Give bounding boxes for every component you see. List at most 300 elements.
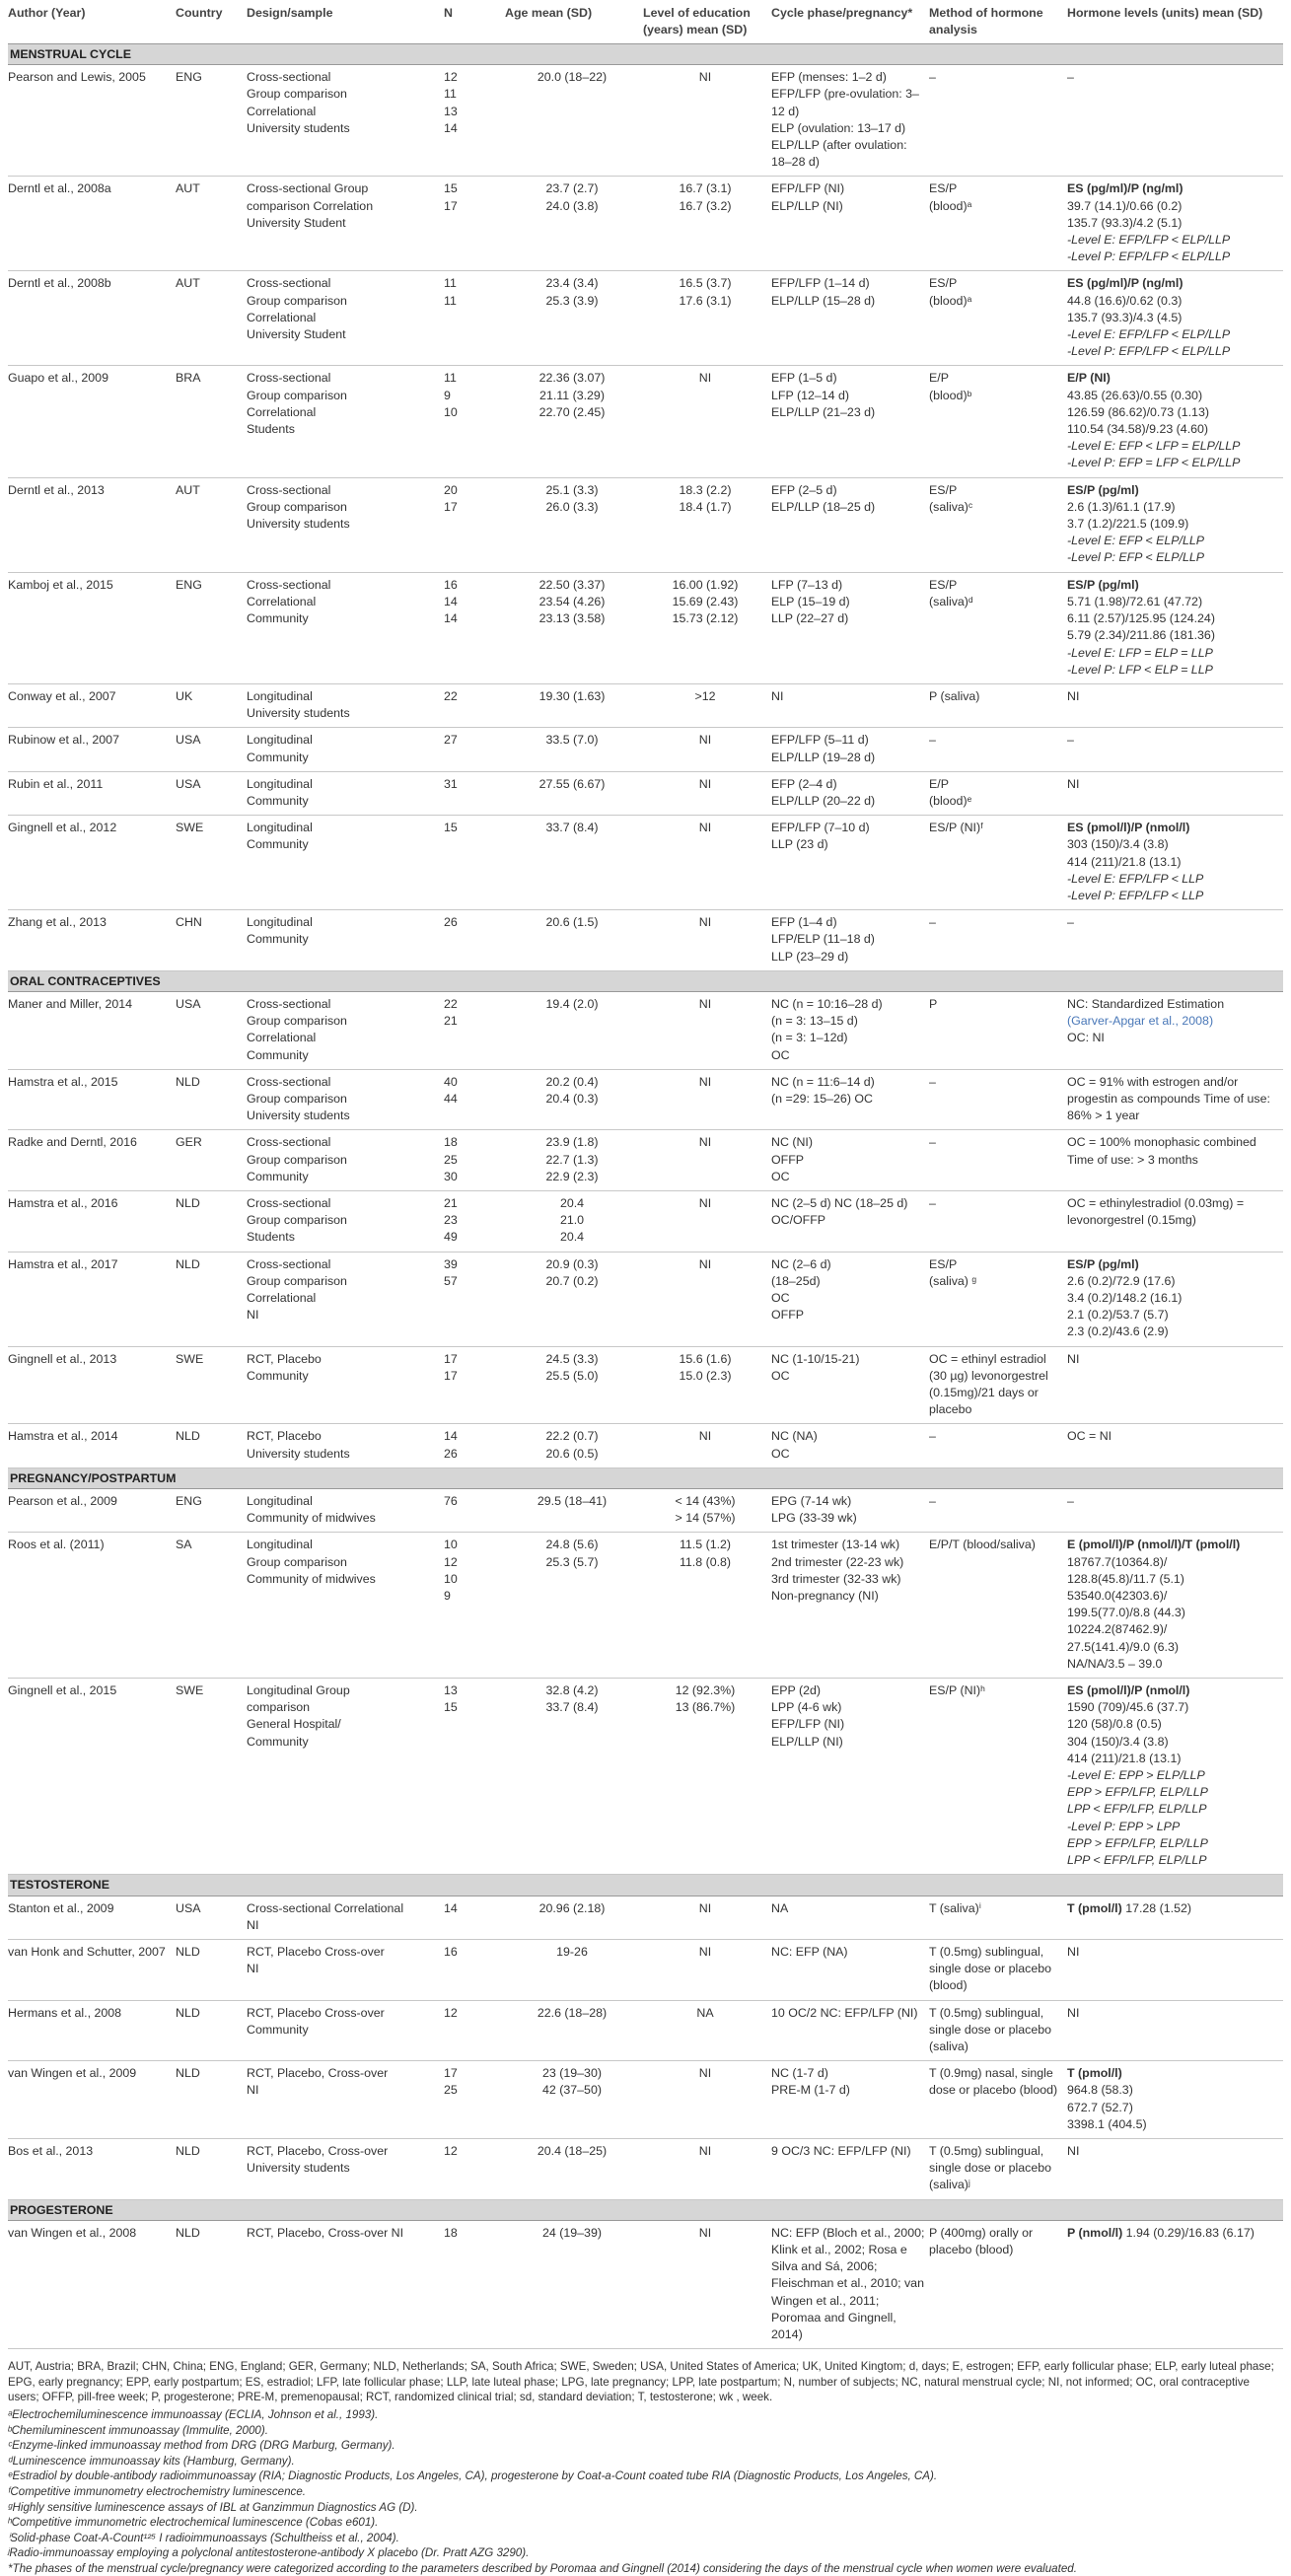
phase-cell-line: NI — [771, 688, 784, 703]
levels-line: -Level E: EPP > ELP/LLP — [1067, 1768, 1205, 1783]
education-cell — [643, 1896, 771, 1939]
country-cell: SA — [176, 1533, 247, 1679]
age-cell — [505, 2061, 643, 2139]
phase-cell-line: OC — [771, 1446, 790, 1461]
levels-cell — [1067, 271, 1283, 366]
method-cell — [929, 771, 1067, 815]
n-cell-line: 14 — [444, 1429, 458, 1444]
n-cell-line: 30 — [444, 1169, 458, 1183]
age-cell-line: 22.9 (2.3) — [545, 1169, 599, 1183]
author-cell: Rubinow et al., 2007 — [8, 728, 176, 771]
education-cell-line: 11.5 (1.2) — [679, 1538, 732, 1552]
age-cell — [505, 366, 643, 477]
levels-line: 135.7 (93.3)/4.3 (4.5) — [1067, 310, 1183, 324]
section-title: PREGNANCY/POSTPARTUM — [8, 1467, 1283, 1488]
design-cell-line: RCT, Placebo — [247, 1429, 322, 1444]
phase-cell — [771, 1069, 929, 1130]
phase-cell-line: 2nd trimester (22-23 wk) — [771, 1554, 904, 1569]
phase-cell-line: (n = 3: 1–12d) — [771, 1031, 848, 1045]
author-cell: van Wingen et al., 2008 — [8, 2220, 176, 2348]
design-cell-line: Cross-sectional — [247, 70, 331, 85]
country-cell: NLD — [176, 2061, 247, 2139]
levels-cell — [1067, 1346, 1283, 1424]
levels-line: 2.6 (0.2)/72.9 (17.6) — [1067, 1273, 1176, 1288]
method-cell — [929, 1939, 1067, 2000]
col-country: Country — [176, 0, 247, 44]
age-cell-line: 21.0 — [559, 1213, 585, 1228]
age-cell-line: 24 (19–39) — [542, 2225, 602, 2240]
method-cell — [929, 2220, 1067, 2348]
country-cell: NLD — [176, 1424, 247, 1467]
design-cell — [247, 1424, 444, 1467]
education-cell-line: 15.73 (2.12) — [672, 611, 739, 626]
age-cell — [505, 991, 643, 1069]
table-row — [8, 1130, 1283, 1191]
table-row — [8, 477, 1283, 572]
levels-line: 304 (150)/3.4 (3.8) — [1067, 1734, 1169, 1749]
levels-cell — [1067, 177, 1283, 271]
levels-line: 128.8(45.8)/11.7 (5.1) — [1067, 1571, 1184, 1586]
phase-cell-line: (n = 3: 13–15 d) — [771, 1014, 858, 1029]
design-cell-line: Community — [247, 1169, 309, 1183]
design-cell-line: Community — [247, 793, 309, 808]
levels-line: 964.8 (58.3) — [1067, 2083, 1133, 2098]
education-cell-line: NI — [698, 371, 712, 386]
method-cell-line: (saliva)ᶜ — [929, 499, 973, 514]
method-cell-line: ES/P (NI)ʰ — [929, 1683, 985, 1698]
levels-line: NA/NA/3.5 – 39.0 — [1067, 1656, 1163, 1671]
section-title: ORAL CONTRACEPTIVES — [8, 970, 1283, 991]
age-cell — [505, 1489, 643, 1533]
design-cell — [247, 1489, 444, 1533]
author-cell: Stanton et al., 2009 — [8, 1896, 176, 1939]
age-cell-line: 20.4 (0.3) — [545, 1091, 599, 1106]
design-cell — [247, 1069, 444, 1130]
levels-line: 414 (211)/21.8 (13.1) — [1067, 1751, 1182, 1765]
phase-cell-line: ELP/LLP (NI) — [771, 1734, 843, 1749]
phase-cell-line: EFP (menses: 1–2 d) — [771, 70, 887, 85]
phase-cell — [771, 1190, 929, 1252]
levels-cell — [1067, 991, 1283, 1069]
n-cell-line: 18 — [444, 1135, 458, 1150]
n-cell — [444, 1346, 505, 1424]
levels-line: 1590 (709)/45.6 (37.7) — [1067, 1700, 1189, 1715]
n-cell-line: 15 — [444, 1700, 458, 1715]
author-cell: Zhang et al., 2013 — [8, 910, 176, 971]
n-cell-line: 11 — [444, 87, 457, 102]
design-cell-line: Longitudinal — [247, 821, 313, 835]
age-cell — [505, 2220, 643, 2348]
levels-line: 303 (150)/3.4 (3.8) — [1067, 837, 1169, 852]
age-cell — [505, 271, 643, 366]
design-cell — [247, 65, 444, 177]
design-cell — [247, 2000, 444, 2061]
method-cell — [929, 1190, 1067, 1252]
n-cell — [444, 683, 505, 727]
phase-cell-line: NC (NA) — [771, 1429, 818, 1444]
age-cell-line: 19.4 (2.0) — [545, 996, 599, 1011]
levels-cell — [1067, 683, 1283, 727]
levels-line: – — [1067, 1494, 1074, 1509]
levels-line: LPP < EFP/LFP, ELP/LLP — [1067, 1853, 1207, 1868]
levels-cell — [1067, 1896, 1283, 1939]
age-cell — [505, 2000, 643, 2061]
table-row — [8, 728, 1283, 771]
phase-cell-line: OFFP — [771, 1152, 805, 1167]
levels-line: ES/P (pg/ml) — [1067, 1256, 1139, 1271]
phase-cell — [771, 1346, 929, 1424]
levels-line: -Level E: EFP/LFP < ELP/LLP — [1067, 327, 1231, 342]
n-cell-line: 18 — [444, 2225, 458, 2240]
levels-line: OC = 91% with estrogen and/or progestin as compounds Time of use: 86% > 1 year — [1067, 1074, 1274, 1123]
footnote: ᵍHighly sensitive luminescence assays of IBL at Ganzimmun Diagnostics AG (D). — [8, 2500, 418, 2514]
table-row — [8, 1069, 1283, 1130]
phase-cell-line: NC: EFP (NA) — [771, 1944, 848, 1959]
age-cell — [505, 1424, 643, 1467]
levels-line: T (pmol/l) 17.28 (1.52) — [1067, 1900, 1192, 1915]
table-row — [8, 991, 1283, 1069]
design-cell-line: Community — [247, 1368, 309, 1383]
author-cell: Roos et al. (2011) — [8, 1533, 176, 1679]
method-cell — [929, 1130, 1067, 1191]
country-cell: SWE — [176, 816, 247, 910]
education-cell — [643, 2000, 771, 2061]
age-cell — [505, 65, 643, 177]
footnote: ʰCompetitive immunometric electrochemical luminescence (Cobas e601). — [8, 2516, 379, 2530]
country-cell: NLD — [176, 2000, 247, 2061]
design-cell-line: Correlational — [247, 1291, 317, 1305]
design-cell-line: Cross-sectional Correlational — [247, 1900, 404, 1915]
age-cell — [505, 910, 643, 971]
phase-cell-line: LLP (23 d) — [771, 837, 828, 852]
country-cell: USA — [176, 1896, 247, 1939]
age-cell — [505, 771, 643, 815]
levels-line: -Level P: EFP < ELP/LLP — [1067, 550, 1205, 565]
phase-cell — [771, 910, 929, 971]
levels-cell — [1067, 2061, 1283, 2139]
phase-cell — [771, 1252, 929, 1346]
design-cell-line: Correlational — [247, 404, 317, 419]
levels-line: NI — [1067, 1351, 1080, 1366]
section-title: MENSTRUAL CYCLE — [8, 44, 1283, 65]
n-cell-line: 21 — [444, 1014, 458, 1029]
design-cell-line: Community — [247, 837, 309, 852]
n-cell-line: 17 — [444, 2066, 458, 2081]
education-cell — [643, 1190, 771, 1252]
author-cell: Hermans et al., 2008 — [8, 2000, 176, 2061]
age-cell — [505, 728, 643, 771]
design-cell-line: Cross-sectional — [247, 996, 331, 1011]
n-cell — [444, 366, 505, 477]
design-cell-line: Cross-sectional — [247, 482, 331, 497]
n-cell-line: 14 — [444, 120, 458, 135]
author-cell: Maner and Miller, 2014 — [8, 991, 176, 1069]
table-row — [8, 1489, 1283, 1533]
age-cell — [505, 1533, 643, 1679]
levels-line: 3398.1 (404.5) — [1067, 2116, 1147, 2131]
method-cell-line: (saliva)ᵈ — [929, 594, 973, 608]
levels-line: 120 (58)/0.8 (0.5) — [1067, 1717, 1162, 1732]
education-cell-line: 16.00 (1.92) — [672, 577, 739, 592]
method-cell-line: T (saliva)ⁱ — [929, 1900, 981, 1915]
design-cell-line: Group comparison — [247, 388, 347, 402]
age-cell-line: 23 (19–30) — [542, 2066, 602, 2081]
levels-line: -Level P: LFP < ELP = LLP — [1067, 662, 1213, 677]
age-cell-line: 33.5 (7.0) — [545, 733, 599, 748]
phase-cell-line: LPG (33-39 wk) — [771, 1511, 857, 1526]
phase-cell — [771, 271, 929, 366]
age-cell-line: 24.5 (3.3) — [545, 1351, 599, 1366]
education-cell-line: NI — [698, 1256, 712, 1271]
design-cell-line: Cross-sectional — [247, 276, 331, 291]
table-row — [8, 1533, 1283, 1679]
phase-cell-line: ELP (15–19 d) — [771, 594, 850, 608]
author-cell: Hamstra et al., 2015 — [8, 1069, 176, 1130]
education-cell — [643, 1424, 771, 1467]
n-cell — [444, 1252, 505, 1346]
age-cell — [505, 1252, 643, 1346]
design-cell-line: Community of midwives — [247, 1511, 376, 1526]
author-cell: Radke and Derntl, 2016 — [8, 1130, 176, 1191]
levels-line: 43.85 (26.63)/0.55 (0.30) — [1067, 388, 1203, 402]
levels-line: 18767.7(10364.8)/ — [1067, 1554, 1168, 1569]
age-cell-line: 22.50 (3.37) — [538, 577, 606, 592]
education-cell-line: NI — [698, 1944, 712, 1959]
n-cell — [444, 1679, 505, 1875]
method-cell-line: (blood)ᵃ — [929, 293, 972, 308]
author-cell: Derntl et al., 2008b — [8, 271, 176, 366]
levels-line: E (pmol/l)/P (nmol/l)/T (pmol/l) — [1067, 1538, 1241, 1552]
phase-cell-line: NC (NI) — [771, 1135, 813, 1150]
phase-cell — [771, 1939, 929, 2000]
education-cell-line: 15.69 (2.43) — [672, 594, 739, 608]
table-container — [8, 0, 1283, 2576]
method-cell — [929, 1896, 1067, 1939]
design-cell-line: University students — [247, 517, 350, 532]
country-cell: USA — [176, 771, 247, 815]
n-cell-line: 14 — [444, 594, 458, 608]
n-cell-line: 15 — [444, 821, 458, 835]
design-cell-line: Community — [247, 2022, 309, 2037]
levels-line: 5.71 (1.98)/72.61 (47.72) — [1067, 594, 1203, 608]
age-cell — [505, 477, 643, 572]
phase-cell — [771, 2138, 929, 2199]
levels-line: ES (pmol/l)/P (nmol/l) — [1067, 821, 1190, 835]
n-cell-line: 17 — [444, 1368, 458, 1383]
levels-line: 39.7 (14.1)/0.66 (0.2) — [1067, 198, 1183, 213]
n-cell — [444, 1424, 505, 1467]
levels-line: 5.79 (2.34)/211.86 (181.36) — [1067, 628, 1215, 643]
education-cell-line: 16.5 (3.7) — [679, 276, 732, 291]
design-cell-line: NI — [247, 1962, 259, 1976]
age-cell-line: 22.70 (2.45) — [538, 404, 606, 419]
levels-line: 10224.2(87462.9)/ — [1067, 1622, 1168, 1637]
age-cell-line: 25.3 (3.9) — [545, 293, 599, 308]
age-cell — [505, 177, 643, 271]
levels-cell — [1067, 910, 1283, 971]
author-cell: Derntl et al., 2008a — [8, 177, 176, 271]
education-cell-line: NA — [696, 2005, 714, 2020]
design-cell-line: NI — [247, 1308, 259, 1323]
author-cell: Kamboj et al., 2015 — [8, 572, 176, 683]
education-cell — [643, 477, 771, 572]
education-cell-line: >12 — [694, 688, 716, 703]
method-cell — [929, 1489, 1067, 1533]
age-cell-line: 22.2 (0.7) — [545, 1429, 599, 1444]
phase-cell-line: EFP/LFP (NI) — [771, 1717, 845, 1732]
levels-cell — [1067, 2220, 1283, 2348]
levels-line: EPP > EFP/LFP, ELP/LLP — [1067, 1835, 1208, 1850]
author-cell: Pearson and Lewis, 2005 — [8, 65, 176, 177]
age-cell-line: 22.6 (18–28) — [537, 2005, 608, 2020]
col-author: Author (Year) — [8, 0, 176, 44]
education-cell-line: NI — [698, 733, 712, 748]
n-cell — [444, 65, 505, 177]
n-cell-line: 11 — [444, 293, 457, 308]
design-cell-line: Group comparison — [247, 1554, 347, 1569]
n-cell-line: 10 — [444, 1538, 458, 1552]
footnote: ᵈLuminescence immunoassay kits (Hamburg, Germany). — [8, 2454, 295, 2468]
education-cell-line: NI — [698, 776, 712, 791]
age-cell-line: 24.0 (3.8) — [545, 198, 599, 213]
levels-label: P (nmol/l) — [1067, 2225, 1123, 2240]
levels-cell — [1067, 2138, 1283, 2199]
design-cell-line: Correlational — [247, 1031, 317, 1045]
age-cell-line: 20.2 (0.4) — [545, 1074, 599, 1089]
levels-cell — [1067, 1069, 1283, 1130]
n-cell-line: 16 — [444, 1944, 458, 1959]
table-footnotes — [8, 2359, 1283, 2576]
author-cell: Guapo et al., 2009 — [8, 366, 176, 477]
levels-cell — [1067, 1939, 1283, 2000]
age-cell — [505, 1679, 643, 1875]
levels-line: 2.6 (1.3)/61.1 (17.9) — [1067, 499, 1176, 514]
education-cell-line: NI — [698, 1900, 712, 1915]
design-cell-line: RCT, Placebo — [247, 1351, 322, 1366]
phase-cell-line: OFFP — [771, 1308, 805, 1323]
design-cell-line: Group comparison — [247, 1152, 347, 1167]
n-cell-line: 57 — [444, 1273, 458, 1288]
phase-cell-line: ELP/LLP (19–28 d) — [771, 750, 876, 764]
levels-cell — [1067, 1489, 1283, 1533]
design-cell-line: University students — [247, 2161, 350, 2176]
education-cell-line: NI — [698, 2143, 712, 2158]
levels-cell — [1067, 728, 1283, 771]
author-cell: Hamstra et al., 2014 — [8, 1424, 176, 1467]
col-phase: Cycle phase/pregnancy* — [771, 0, 929, 44]
phase-cell-line: NC: EFP (Bloch et al., 2000; Klink et al., 2002; Rosa e Silva and Sá, 2006; Fleischman et al., 2010; van Wingen et al., 2011; Poromaa and Gingnell, 2014) — [771, 2225, 928, 2341]
n-cell-line: 17 — [444, 499, 458, 514]
levels-line: OC = NI — [1067, 1429, 1112, 1444]
n-cell — [444, 1130, 505, 1191]
design-cell-line: Group comparison — [247, 1213, 347, 1228]
header-row — [8, 0, 1283, 44]
phase-cell — [771, 1896, 929, 1939]
education-cell-line: > 14 (57%) — [675, 1511, 736, 1526]
design-cell-line: Students — [247, 1230, 295, 1245]
method-cell — [929, 2138, 1067, 2199]
method-cell-line: ES/P — [929, 276, 958, 291]
levels-line: 199.5(77.0)/8.8 (44.3) — [1067, 1606, 1185, 1620]
phase-cell-line: OC — [771, 1291, 790, 1305]
country-cell: AUT — [176, 477, 247, 572]
levels-line: -Level E: LFP = ELP = LLP — [1067, 645, 1213, 660]
age-cell — [505, 1939, 643, 2000]
method-cell-line: – — [929, 733, 936, 748]
phase-cell — [771, 366, 929, 477]
age-cell-line: 22.36 (3.07) — [538, 371, 606, 386]
method-cell-line: ES/P — [929, 482, 958, 497]
n-cell-line: 40 — [444, 1074, 458, 1089]
col-education: Level of education (years) mean (SD) — [643, 0, 771, 44]
age-cell-line: 20.4 — [559, 1230, 585, 1245]
education-cell-line: NI — [698, 1074, 712, 1089]
n-cell — [444, 1896, 505, 1939]
education-cell — [643, 1489, 771, 1533]
design-cell-line: Group comparison — [247, 87, 347, 102]
author-cell: Bos et al., 2013 — [8, 2138, 176, 2199]
education-cell-line: 16.7 (3.2) — [679, 198, 732, 213]
age-cell-line: 20.9 (0.3) — [545, 1256, 599, 1271]
design-cell-line: General Hospital/ — [247, 1717, 341, 1732]
design-cell-line: Cross-sectional — [247, 1135, 331, 1150]
country-cell: USA — [176, 991, 247, 1069]
phase-cell-line: OC — [771, 1047, 790, 1062]
age-cell — [505, 572, 643, 683]
levels-cell — [1067, 816, 1283, 910]
method-cell-line: (blood)ᵉ — [929, 793, 972, 808]
design-cell-line: Community — [247, 932, 309, 947]
design-cell-line: Community — [247, 750, 309, 764]
design-cell-line: Correlational — [247, 104, 317, 118]
age-cell-line: 33.7 (8.4) — [545, 1700, 599, 1715]
age-cell — [505, 1130, 643, 1191]
age-cell-line: 29.5 (18–41) — [537, 1494, 608, 1509]
n-cell-line: 10 — [444, 1571, 458, 1586]
age-cell-line: 23.54 (4.26) — [538, 594, 606, 608]
design-cell — [247, 572, 444, 683]
n-cell — [444, 177, 505, 271]
education-cell-line: 18.4 (1.7) — [679, 499, 732, 514]
levels-cell — [1067, 65, 1283, 177]
footnote: *The phases of the menstrual cycle/pregnancy were categorized according to the parameters described by Poromaa and Gingnell (2014) considering the days of the menstrual cycle when women were evaluated. — [8, 2561, 1077, 2575]
country-cell: NLD — [176, 1069, 247, 1130]
levels-cell — [1067, 366, 1283, 477]
n-cell-line: 31 — [444, 776, 458, 791]
levels-line: ES/P (pg/ml) — [1067, 482, 1139, 497]
footnote: ᵉEstradiol by double-antibody radioimmunoassay (RIA; Diagnostic Products, Los Angeles, CA), progesterone by Coat-a-Count coated tube RIA (Diagnostic Products, Los Angeles, CA). — [8, 2469, 938, 2483]
n-cell-line: 49 — [444, 1230, 458, 1245]
phase-cell-line: ELP/LLP (NI) — [771, 198, 843, 213]
design-cell — [247, 477, 444, 572]
design-cell-line: Cross-sectional — [247, 371, 331, 386]
n-cell-line: 22 — [444, 688, 458, 703]
education-cell-line: 11.8 (0.8) — [679, 1554, 732, 1569]
education-cell — [643, 2138, 771, 2199]
n-cell-line: 16 — [444, 577, 458, 592]
age-cell-line: 20.96 (2.18) — [538, 1900, 606, 1915]
phase-cell-line: NC (n = 10:16–28 d) — [771, 996, 883, 1011]
levels-line: ES (pg/ml)/P (ng/ml) — [1067, 276, 1183, 291]
country-cell: GER — [176, 1130, 247, 1191]
method-cell-line: (blood)ᵃ — [929, 198, 972, 213]
n-cell-line: 9 — [444, 388, 451, 402]
country-cell: BRA — [176, 366, 247, 477]
section-header-row — [8, 970, 1283, 991]
design-cell — [247, 991, 444, 1069]
design-cell — [247, 177, 444, 271]
footnote: ᶜEnzyme-linked immunoassay method from DRG (DRG Marburg, Germany). — [8, 2439, 395, 2453]
